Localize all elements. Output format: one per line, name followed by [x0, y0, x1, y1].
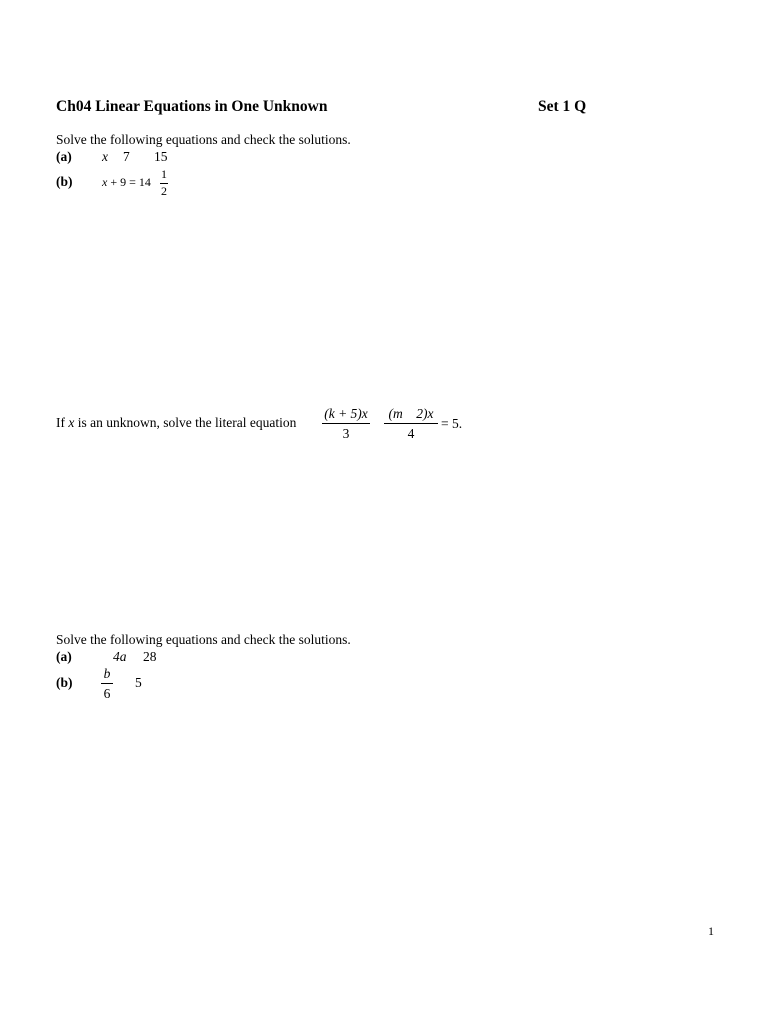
- fraction-bar: [384, 423, 438, 424]
- q3-b-value: 5: [135, 675, 142, 690]
- q2-text-pre: If: [56, 415, 69, 430]
- q1-a-variable: x: [102, 149, 108, 164]
- q3-b-fraction: [101, 666, 113, 702]
- fraction-bar: [322, 423, 370, 424]
- q1-a-label: (a): [56, 149, 72, 164]
- q2-text: [56, 415, 296, 431]
- set-label: Set 1 Q: [538, 98, 587, 115]
- q2-frac1-num: (k + 5)x: [324, 406, 368, 421]
- q1-b-variable: x: [102, 175, 108, 189]
- q2-variable: x: [68, 415, 75, 430]
- q2-rhs: = 5.: [441, 416, 463, 431]
- q3-a-coef: [113, 649, 127, 665]
- q2-frac1-den: 3: [342, 426, 350, 441]
- q1-a-seven: 7: [123, 149, 130, 164]
- q3-b-label: (b): [56, 675, 73, 690]
- q3-b-frac-num: b: [103, 666, 111, 681]
- q1-b-label: (b): [56, 174, 73, 189]
- q2-fraction-1: [322, 406, 370, 442]
- q2-frac2-den: 4: [407, 426, 415, 441]
- q1-instruction: Solve the following equations and check the solutions.: [56, 132, 351, 147]
- page-title: Ch04 Linear Equations in One Unknown: [56, 98, 328, 115]
- q3-a-label: (a): [56, 649, 72, 664]
- q1-b-fraction: [160, 166, 168, 199]
- q3-b-frac-den: 6: [103, 686, 111, 701]
- q3-a-value: 28: [143, 649, 157, 664]
- fraction-bar: [101, 683, 113, 684]
- q3-instruction: Solve the following equations and check the solutions.: [56, 632, 351, 647]
- q2-frac2-num: (m 2)x: [388, 406, 434, 421]
- q1-b-frac-num: 1: [161, 167, 167, 181]
- q3-a-coef-text: 4a: [113, 649, 127, 664]
- q2-fraction-2: [384, 406, 438, 442]
- q1-b-rest: + 9 = 14: [107, 175, 151, 189]
- q1-b-equation: [102, 175, 151, 190]
- page-number: 1: [708, 924, 714, 938]
- q1-a-fifteen: 15: [154, 149, 168, 164]
- q1-b-frac-den: 2: [161, 184, 167, 198]
- q2-text-post: is an unknown, solve the literal equation: [74, 415, 297, 430]
